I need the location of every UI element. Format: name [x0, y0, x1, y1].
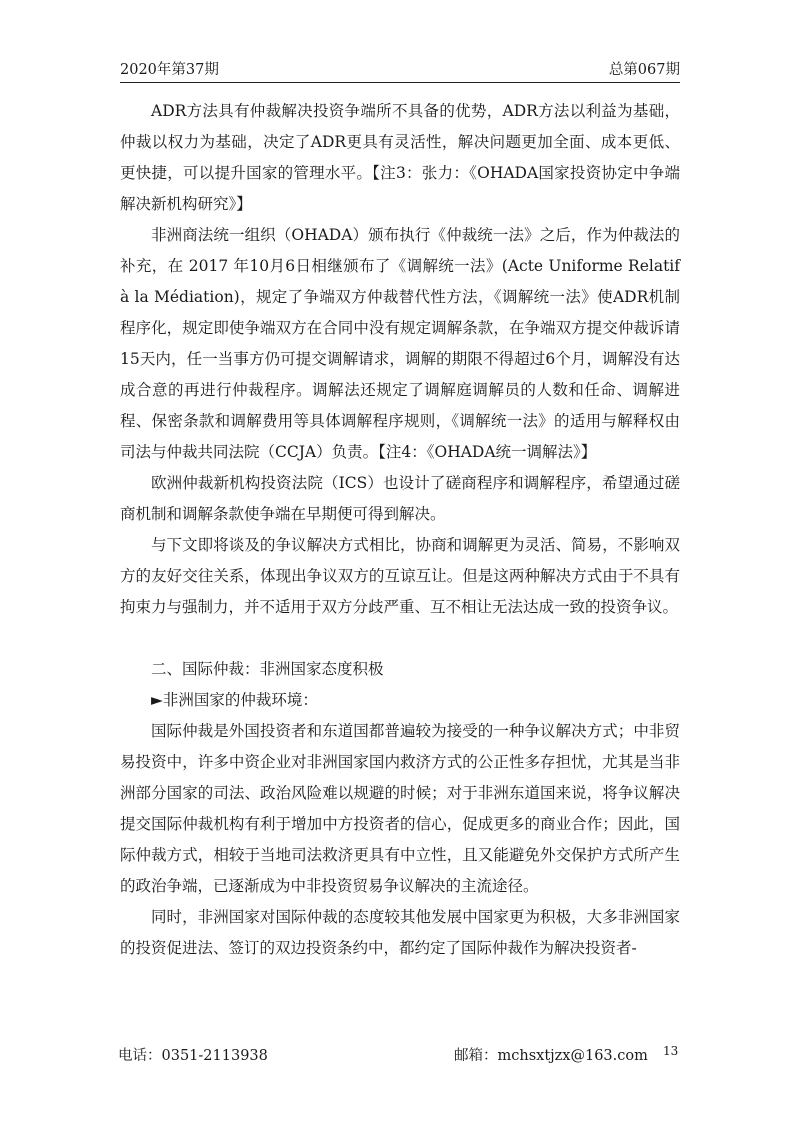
paragraph: 非洲商法统一组织（OHADA）颁布执行《仲裁统一法》之后，作为仲裁法的补充，在 2017 年10月6日相继颁布了《调解统一法》(Acte Uniforme Relatif à la Médiation)，规定了争端双方仲裁替代性方法，《调解统一法》使ADR机制程序化，规定即使争端双方在合同中没有规定调解条款，在争端双方提交仲裁诉请15天内，任一当事方仍可提交调解请求，调解的期限不得超过6个月，调解没有达成合意的再进行仲裁程序。调解法还规定了调解庭调解员的人数和任命、调解进程、保密条款和调解费用等具体调解程序规则，《调解统一法》的适用与解释权由司法与仲裁共同法院（CCJA）负责。【注4：《OHADA统一调解法》】 [120, 226, 680, 461]
paragraph: 与下文即将谈及的争议解决方式相比，协商和调解更为灵活、简易，不影响双方的友好交往关系，体现出争议双方的互谅互让。但是这两种解决方式由于不具有拘束力与强制力，并不适用于双方分歧严重、互不相让无法达成一致的投资争议。 [120, 536, 680, 616]
page-header [120, 56, 680, 83]
issue-label: 2020年第37期 [120, 62, 219, 78]
paragraph: 国际仲裁是外国投资者和东道国都普遍较为接受的一种争议解决方式；中非贸易投资中，许多中资企业对非洲国家国内救济方式的公正性多存担忧，尤其是当非洲部分国家的司法、政治风险难以规避的时候；对于非洲东道国来说，将争议解决提交国际仲裁机构有利于增加中方投资者的信心，促成更多的商业合作；因此，国际仲裁方式，相较于当地司法救济更具有中立性，且又能避免外交保护方式所产生的政治争端，已逐渐成为中非投资贸易争议解决的主流途径。 [120, 722, 680, 895]
article-body [120, 96, 680, 964]
section-heading: 二、国际仲裁：非洲国家态度积极 [151, 660, 384, 678]
paragraph: 欧洲仲裁新机构投资法院（ICS）也设计了磋商程序和调解程序，希望通过磋商机制和调解条款使争端在早期便可得到解决。 [120, 474, 680, 523]
subheading: ►非洲国家的仲裁环境： [151, 691, 318, 709]
page-number: 13 [663, 1044, 679, 1058]
total-issue-label: 总第067期 [608, 62, 680, 78]
paragraph: ADR方法具有仲裁解决投资争端所不具备的优势，ADR方法以利益为基础，仲裁以权力为基础，决定了ADR更具有灵活性，解决问题更加全面、成本更低、更快捷，可以提升国家的管理水平。【注3：张力：《OHADA国家投资协定中争端解决新机构研究》】 [120, 102, 680, 213]
page-footer [118, 1044, 688, 1068]
phone-label: 电话：0351-2113938 [118, 1048, 268, 1064]
paragraph: 同时，非洲国家对国际仲裁的态度较其他发展中国家更为积极，大多非洲国家的投资促进法、签订的双边投资条约中，都约定了国际仲裁作为解决投资者- [120, 908, 680, 957]
email-label: 邮箱：mchsxtjzx@163.com [454, 1048, 648, 1064]
